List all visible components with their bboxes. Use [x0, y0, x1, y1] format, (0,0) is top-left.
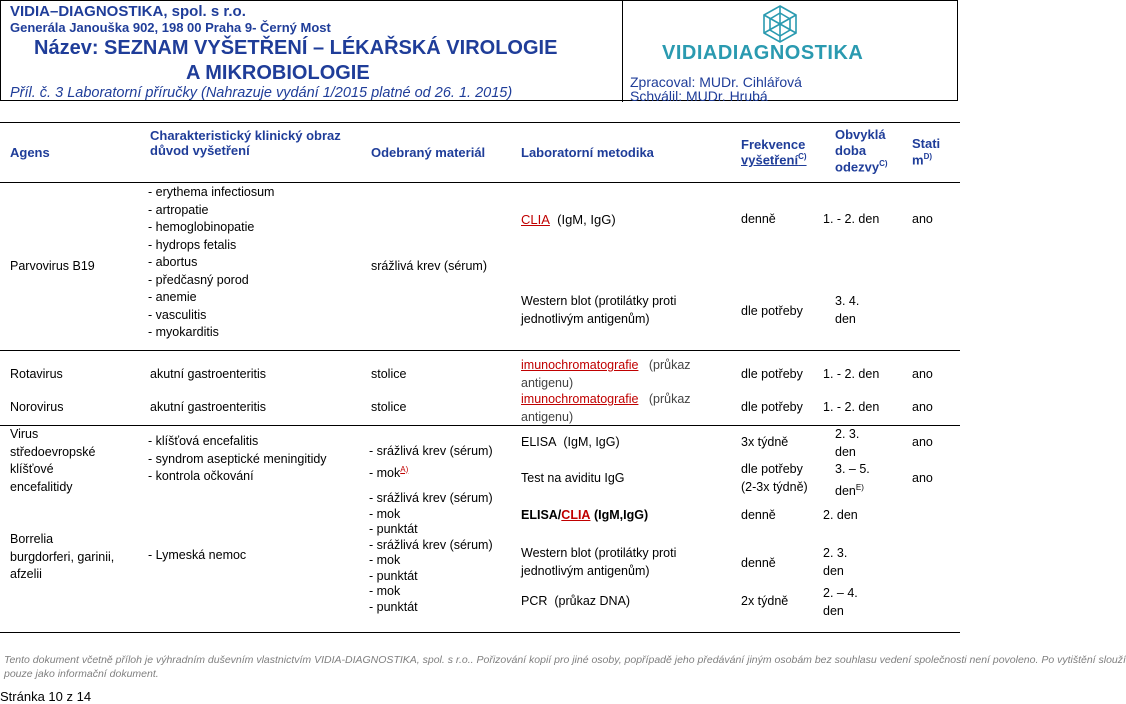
tbe-status-2: ano — [912, 471, 933, 485]
borrelia-freq-2: denně — [741, 556, 776, 570]
col-header-material: Odebraný materiál — [371, 145, 486, 160]
col-header-frequency-1: Frekvence — [741, 137, 806, 152]
approved-by: Schválil: MUDr. Hrubá — [630, 88, 768, 104]
list-item: - artropatie — [148, 202, 209, 217]
agens-parvovirus: Parvovirus B19 — [10, 259, 95, 273]
list-item: - hydrops fetalis — [148, 237, 237, 252]
list-item: - hemoglobinopatie — [148, 220, 255, 234]
company-address: Generála Janouška 902, 198 00 Praha 9- Černý Most — [10, 20, 331, 35]
parvo-freq-2: dle potřeby — [741, 304, 803, 318]
row-border-noro — [0, 425, 960, 426]
agens-norovirus: Norovirus — [10, 400, 64, 414]
borrelia-method-2: Western blot (protilátky proti jednotlivým antigenům) — [521, 546, 677, 578]
borrelia-time-1: 2. den — [823, 508, 858, 522]
rota-clinical: akutní gastroenteritis — [150, 367, 267, 381]
list-item: - kontrola očkování — [148, 469, 254, 483]
logo-icon — [720, 4, 840, 44]
noro-material: stolice — [371, 400, 407, 414]
agens-rotavirus: Rotavirus — [10, 367, 63, 381]
borrelia-method-1: ELISA/CLIA (IgM,IgG) — [521, 508, 649, 522]
noro-clinical: akutní gastroenteritis — [150, 400, 267, 414]
col-header-frequency-2: vyšetření$^{C)}$ — [741, 152, 807, 168]
tbe-method-2: Test na aviditu IgG — [521, 471, 625, 485]
col-header-agens: Agens — [10, 145, 50, 160]
list-item: - myokarditis — [148, 325, 219, 339]
noro-time: 1. - 2. den — [823, 400, 880, 414]
col-header-status-2: $m^{D)}$ — [912, 152, 933, 168]
col-header-response-1: Obvyklá — [835, 127, 886, 142]
borrelia-freq-1: denně — [741, 508, 776, 522]
parvo-symptom-list — [148, 184, 274, 342]
logo-wordmark: VIDIADIAGNOSTIKA — [662, 42, 864, 64]
rota-method: imunochromatografie (průkaz antigenu) — [521, 358, 691, 390]
borrelia-time-2: 2. 3. den — [823, 546, 848, 578]
rota-time: 1. - 2. den — [823, 367, 880, 381]
borrelia-method-3: PCR (průkaz DNA) — [521, 594, 631, 608]
noro-status: ano — [912, 400, 933, 414]
list-item: - mok — [369, 506, 401, 521]
tbe-symptom-list — [148, 433, 327, 486]
document-title-line2: A MIKROBIOLOGIE — [186, 62, 370, 84]
list-item: - srážlivá krev (sérum) — [369, 491, 493, 505]
list-item: - punktát — [369, 599, 418, 614]
page-number: Stránka 10 z 14 — [0, 689, 92, 704]
link-clia[interactable]: CLIA — [521, 212, 550, 227]
parvo-material: srážlivá krev (sérum) — [371, 259, 487, 273]
borrelia-freq-3: 2x týdně — [741, 594, 789, 608]
borrelia-time-3: 2. – 4. den — [823, 586, 858, 618]
tbe-freq-2: dle potřeby (2-3x týdně) — [741, 462, 808, 494]
link-imunochromatografie[interactable]: imunochromatografie — [521, 358, 639, 372]
borrelia-material-list — [369, 491, 493, 615]
list-item: - abortus — [148, 255, 198, 269]
list-item: - předčasný porod — [148, 272, 249, 287]
col-header-method: Laboratorní metodika — [521, 145, 654, 160]
list-item: - erythema infectiosum — [148, 185, 275, 199]
tbe-status-1: ano — [912, 435, 933, 449]
tbe-method-1: ELISA (IgM, IgG) — [521, 435, 620, 449]
tbe-material: - srážlivá krev (sérum) - mok$^{A)}$ — [369, 444, 493, 480]
col-header-response-3: odezvy$^{C)}$ — [835, 159, 888, 175]
noro-method: imunochromatografie (průkaz antigenu) — [521, 392, 691, 424]
header-row-border — [0, 182, 960, 183]
list-item: - punktát — [369, 568, 418, 583]
parvo-freq-1: denně — [741, 212, 776, 226]
col-header-status-1: Stati — [912, 136, 941, 151]
document-title-line1: Název: SEZNAM VYŠETŘENÍ – LÉKAŘSKÁ VIROLOGIE — [34, 37, 558, 59]
link-clia[interactable]: CLIA — [561, 508, 591, 522]
agens-tbe: Virus středoevropské klíšťové encefalitidy — [10, 427, 96, 494]
row-border-parvo — [0, 350, 960, 351]
tbe-time-1: 2. 3. den — [835, 427, 860, 459]
list-item: - anemie — [148, 290, 197, 304]
rota-material: stolice — [371, 367, 407, 381]
list-item: - klíšťová encefalitis — [148, 434, 259, 448]
footnote-a-link[interactable]: A) — [400, 464, 409, 474]
col-header-response-2: doba — [835, 143, 867, 158]
parvo-time-2: 3. 4. den — [835, 294, 860, 326]
list-item: - mok — [369, 553, 401, 567]
table-bottom-border — [0, 632, 960, 633]
tbe-time-2: 3. – 5. den$^{E)}$ — [835, 462, 870, 498]
document-subtitle: Příl. č. 3 Laboratorní příručky (Nahrazuje vydání 1/2015 platné od 26. 1. 2015) — [10, 85, 513, 101]
link-imunochromatografie[interactable]: imunochromatografie — [521, 392, 639, 406]
noro-freq: dle potřeby — [741, 400, 803, 414]
borrelia-symptom: - Lymeská nemoc — [148, 548, 247, 562]
list-item: - punktát — [369, 522, 418, 536]
prepared-by: Zpracoval: MUDr. Cihlářová — [630, 74, 802, 90]
parvo-time-1: 1. - 2. den — [823, 212, 880, 226]
rota-freq: dle potřeby — [741, 367, 803, 381]
agens-borrelia: Borrelia burgdorferi, garinii, afzelii — [10, 532, 115, 581]
parvo-method-2: Western blot (protilátky proti jednotlivým antigenům) — [521, 294, 677, 326]
copyright-notice: Tento dokument včetně příloh je výhradním duševním vlastnictvím VIDIA-DIAGNOSTIKA, spol. s r.o.. Pořizování kopií pro jiné osoby, popřípadě jeho předávání jiným osobám bez souhlasu vedení společnosti není povoleno. Po vytištění slouží pouze jako informační dokument. — [4, 654, 1126, 680]
col-header-clinical-1: Charakteristický klinický obraz — [150, 128, 341, 143]
rota-status: ano — [912, 367, 933, 381]
tbe-freq-1: 3x týdně — [741, 435, 789, 449]
company-name: VIDIA–DIAGNOSTIKA, spol. s r.o. — [10, 3, 246, 20]
list-item: - vasculitis — [148, 307, 207, 322]
parvo-method-1: (IgM, IgG) — [557, 212, 616, 227]
parvo-status: ano — [912, 212, 933, 226]
list-item: - syndrom aseptické meningitidy — [148, 451, 327, 466]
list-item: - srážlivá krev (sérum) — [369, 537, 493, 552]
col-header-clinical-2: důvod vyšetření — [150, 143, 250, 158]
table-top-border — [0, 122, 960, 123]
list-item: - mok — [369, 584, 401, 598]
